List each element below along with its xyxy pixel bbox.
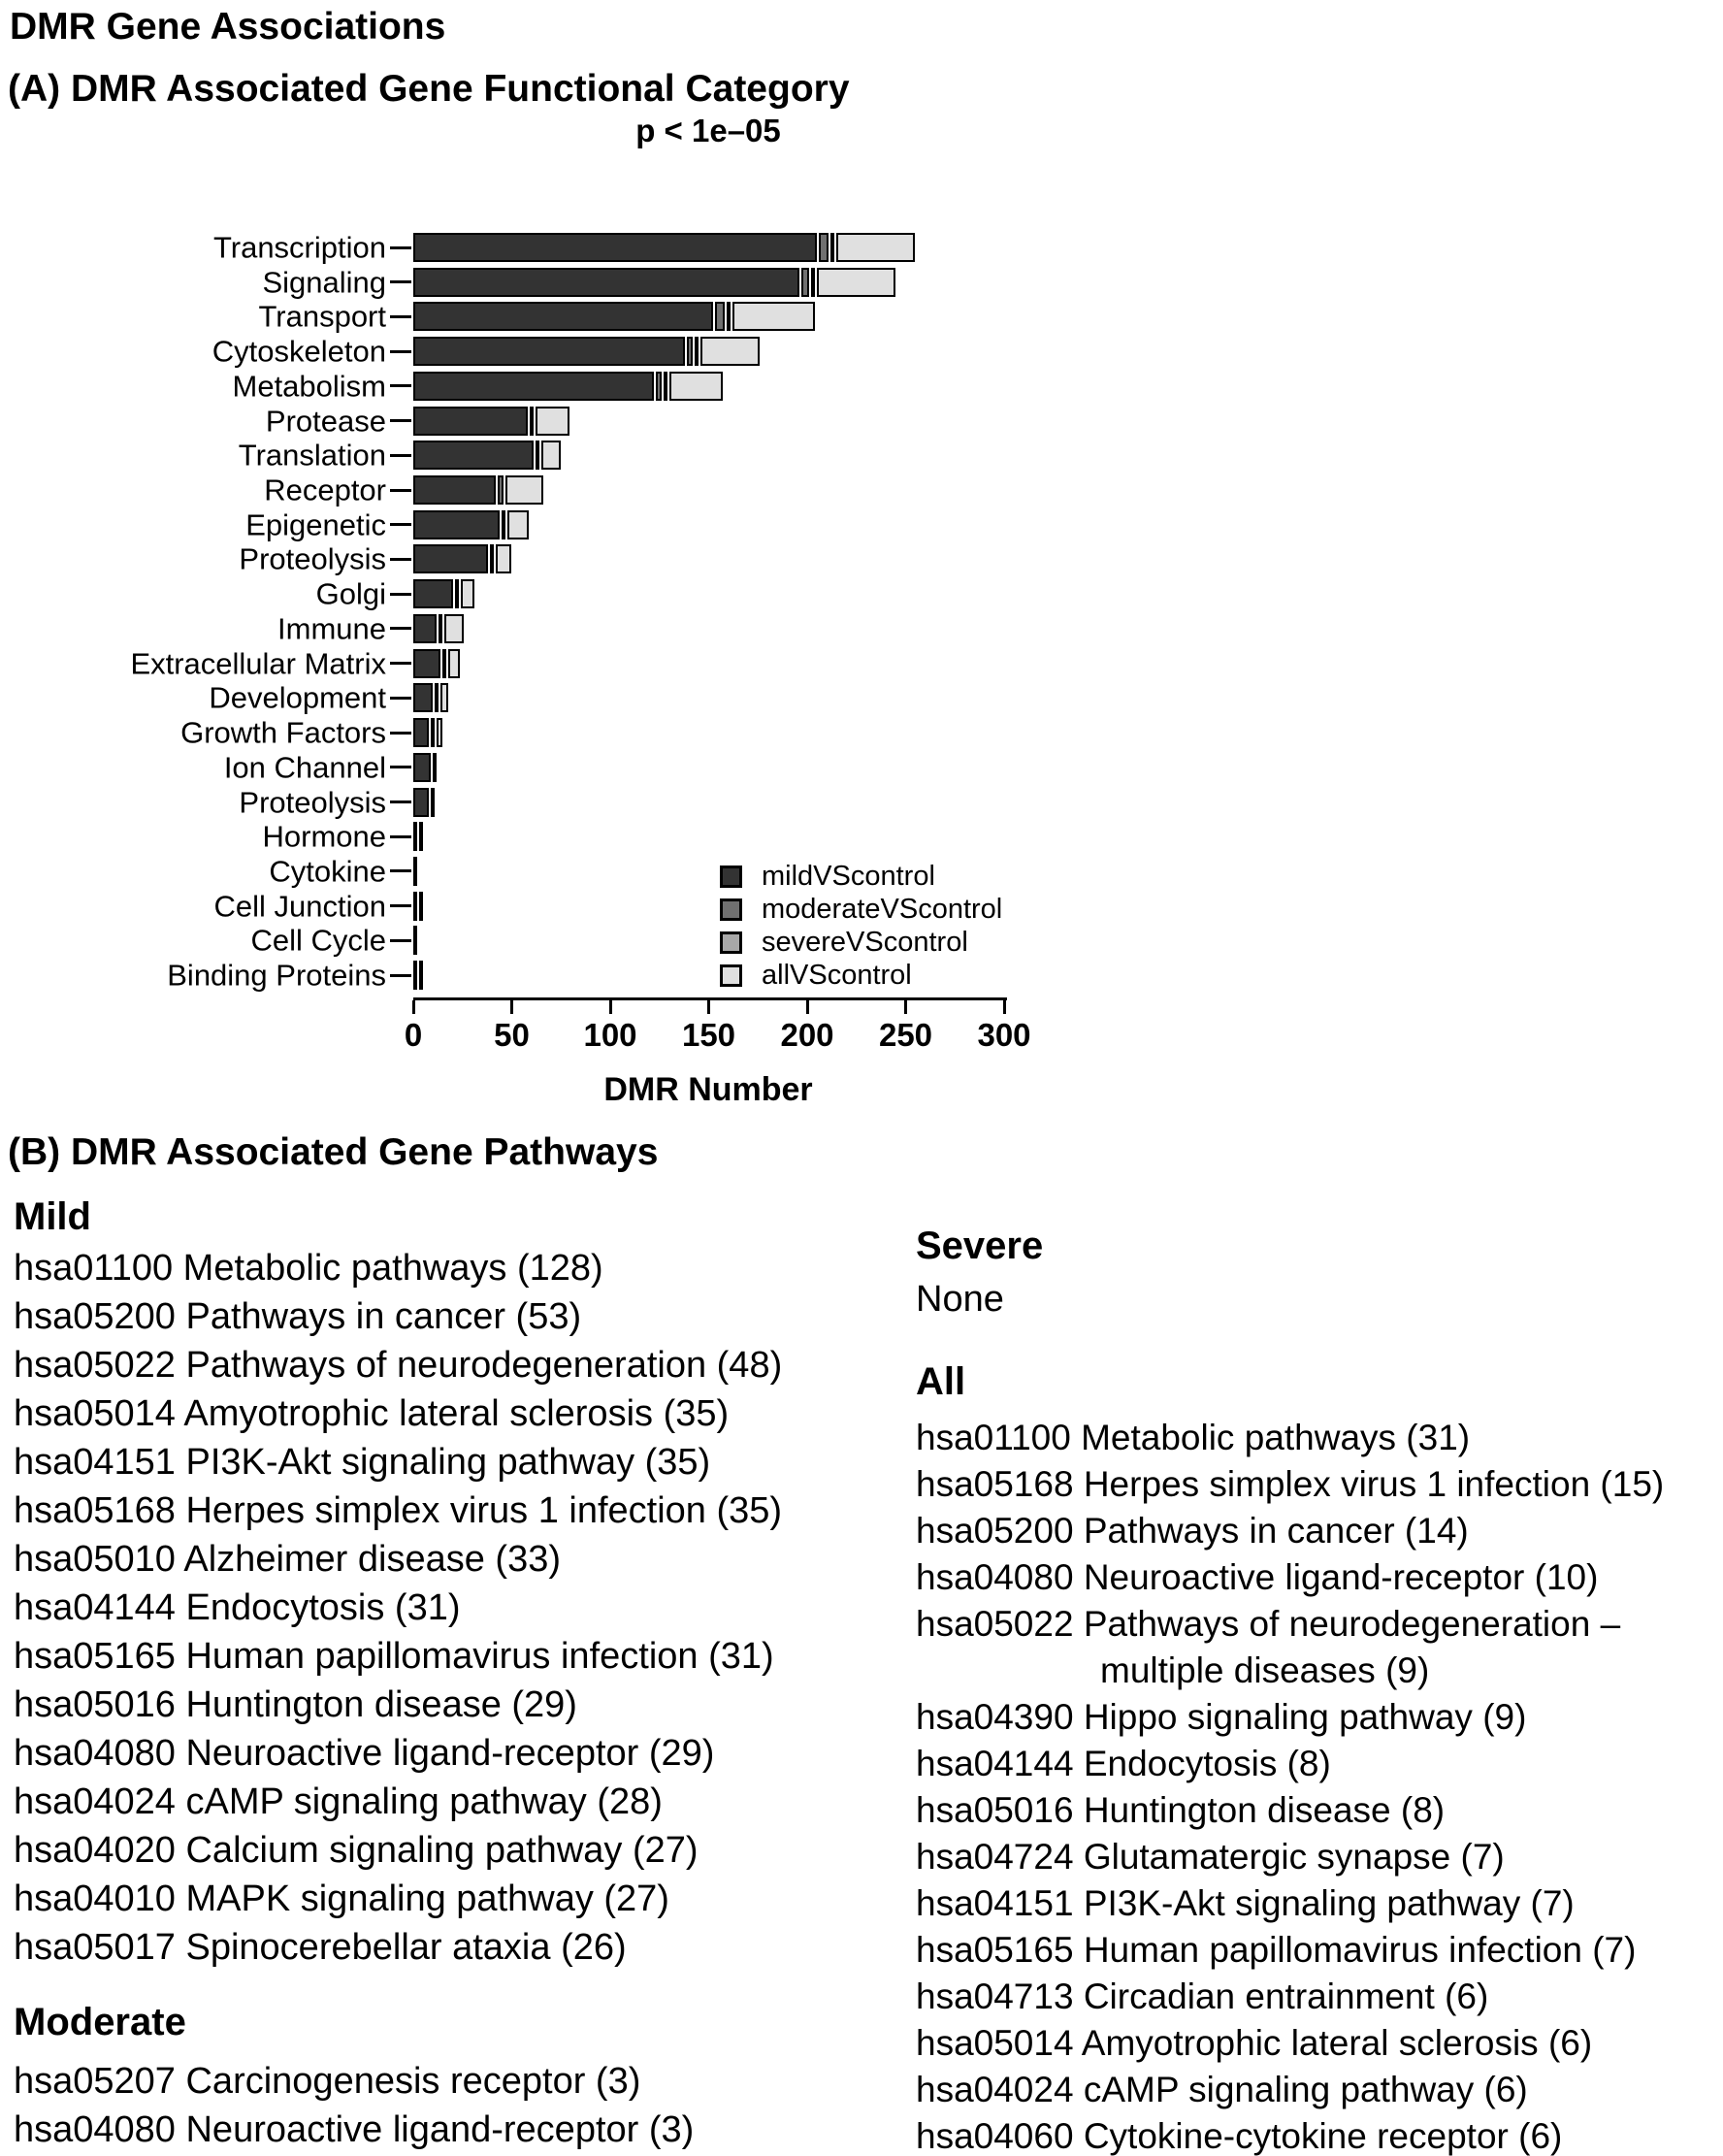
bar-segment-mildVScontrol: [413, 233, 817, 262]
y-axis-category-label: Cell Cycle: [250, 923, 386, 958]
bar-row: [413, 579, 474, 608]
bar-segment-mildVScontrol: [413, 407, 528, 436]
bar-segment-allVScontrol: [541, 441, 561, 470]
bar-segment-allVScontrol: [496, 544, 511, 573]
pathway-item: hsa04010 MAPK signaling pathway (27): [14, 1878, 669, 1919]
y-axis-tick: [390, 593, 411, 596]
bar-segment-moderateVScontrol: [442, 649, 446, 678]
pathway-item: hsa05165 Human papillomavirus infection (31): [14, 1636, 774, 1677]
y-axis-category-label: Binding Proteins: [167, 958, 386, 993]
y-axis-tick: [390, 627, 411, 630]
x-axis-tick-label: 100: [583, 1017, 637, 1053]
bar-row: [413, 822, 423, 851]
pathway-item: hsa04020 Calcium signaling pathway (27): [14, 1830, 699, 1871]
bar-row: [413, 544, 511, 573]
bar-segment-mildVScontrol: [413, 718, 429, 747]
y-axis-tick: [390, 350, 411, 353]
pathway-item: hsa04144 Endocytosis (8): [916, 1744, 1331, 1783]
legend-label: moderateVScontrol: [762, 893, 1003, 925]
y-axis-tick: [390, 800, 411, 803]
x-axis-tick-label: 0: [404, 1017, 423, 1053]
bar-segment-moderateVScontrol: [656, 372, 662, 401]
y-axis-tick: [390, 732, 411, 735]
bar-row: [413, 753, 437, 782]
bar-segment-mildVScontrol: [413, 753, 431, 782]
bar-segment-mildVScontrol: [413, 649, 440, 678]
pathway-item: hsa05014 Amyotrophic lateral sclerosis (35): [14, 1393, 730, 1434]
pathway-header-severe: Severe: [916, 1225, 1044, 1267]
pathway-item: hsa04151 PI3K-Akt signaling pathway (35): [14, 1442, 711, 1483]
bar-segment-severeVScontrol: [431, 718, 435, 747]
y-axis-category-label: Immune: [277, 611, 386, 646]
bar-row: [413, 407, 569, 436]
y-axis-tick: [390, 489, 411, 492]
x-axis-tick: [1003, 1000, 1006, 1014]
bar-segment-mildVScontrol: [413, 441, 534, 470]
x-axis-tick-label: 300: [977, 1017, 1031, 1053]
pathway-item: hsa05168 Herpes simplex virus 1 infection (35): [14, 1490, 783, 1531]
bar-segment-severeVScontrol: [664, 372, 667, 401]
pathway-item: hsa05022 Pathways of neurodegeneration –: [916, 1604, 1621, 1644]
y-axis-category-label: Signaling: [262, 265, 386, 300]
bar-segment-mildVScontrol: [413, 337, 685, 366]
chart-legend: [720, 860, 1002, 992]
bar-segment-severeVScontrol: [695, 337, 699, 366]
bar-segment-moderateVScontrol: [439, 614, 442, 643]
bar-segment-mildVScontrol: [413, 579, 453, 608]
y-axis-category-label: Growth Factors: [180, 715, 386, 750]
bar-segment-severeVScontrol: [830, 233, 834, 262]
bar-segment-allVScontrol: [448, 649, 460, 678]
bar-segment-mildVScontrol: [413, 544, 488, 573]
bar-segment-allVScontrol: [419, 822, 423, 851]
bar-row: [413, 441, 561, 470]
bar-row: [413, 233, 915, 262]
legend-entry: [720, 959, 1002, 992]
bar-segment-mildVScontrol: [413, 268, 799, 297]
pathway-item: hsa04080 Neuroactive ligand-receptor (29): [14, 1733, 715, 1774]
bar-segment-mildVScontrol: [413, 822, 417, 851]
bar-segment-mildVScontrol: [413, 683, 433, 712]
bar-row: [413, 718, 442, 747]
pathway-list-severe: [916, 1225, 1043, 1323]
bar-segment-severeVScontrol: [727, 302, 731, 331]
y-axis-category-label: Ion Channel: [223, 750, 386, 785]
pathway-item: hsa05200 Pathways in cancer (53): [14, 1296, 582, 1337]
y-axis-tick: [390, 454, 411, 457]
bar-row: [413, 649, 460, 678]
x-axis-tick-label: 250: [878, 1017, 933, 1053]
legend-entry: [720, 860, 1002, 893]
bar-segment-moderateVScontrol: [490, 544, 494, 573]
pathway-items-severe: [916, 1275, 1043, 1323]
bar-segment-allVScontrol: [461, 579, 474, 608]
pathway-item: None: [916, 1279, 1004, 1320]
x-axis-tick: [707, 1000, 710, 1014]
bar-row: [413, 788, 435, 817]
bar-segment-allVScontrol: [669, 372, 723, 401]
y-axis-tick: [390, 419, 411, 422]
bar-segment-allVScontrol: [433, 753, 437, 782]
legend-entry: [720, 893, 1002, 926]
figure-title: DMR Gene Associations: [10, 6, 446, 48]
pathway-item: hsa05010 Alzheimer disease (33): [14, 1539, 562, 1580]
bar-row: [413, 510, 529, 539]
bar-segment-allVScontrol: [419, 892, 423, 921]
bar-segment-allVScontrol: [440, 683, 448, 712]
bar-segment-mildVScontrol: [413, 961, 417, 990]
pathway-item: hsa05168 Herpes simplex virus 1 infection (15): [916, 1464, 1665, 1504]
chart-title: p < 1e–05: [635, 113, 781, 148]
y-axis-category-label: Translation: [238, 438, 386, 473]
x-axis-tick: [904, 1000, 907, 1014]
x-axis-tick-label: 200: [780, 1017, 834, 1053]
y-axis-category-label: Development: [209, 680, 386, 715]
y-axis-tick: [390, 869, 411, 872]
bar-segment-allVScontrol: [817, 268, 895, 297]
panel-b-title: (B) DMR Associated Gene Pathways: [8, 1131, 659, 1173]
pathway-items-mild: [14, 1244, 782, 1972]
x-axis-tick-label: 50: [494, 1017, 530, 1053]
bar-segment-moderateVScontrol: [687, 337, 693, 366]
y-axis-category-label: Protease: [265, 404, 386, 439]
y-axis-tick: [390, 939, 411, 942]
x-axis-tick: [609, 1000, 612, 1014]
bar-segment-allVScontrol: [732, 302, 815, 331]
y-axis-category-label: Cytokine: [269, 854, 386, 889]
bar-segment-moderateVScontrol: [498, 475, 504, 505]
pathway-item: hsa01100 Metabolic pathways (31): [916, 1418, 1471, 1457]
pathway-item: hsa05207 Carcinogenesis receptor (3): [14, 2061, 641, 2102]
x-axis-line: [413, 997, 1007, 1000]
y-axis-tick: [390, 697, 411, 700]
y-axis-category-label: Transcription: [212, 230, 386, 265]
x-axis-tick: [510, 1000, 513, 1014]
bar-segment-allVScontrol: [431, 788, 435, 817]
pathway-item: hsa05016 Huntington disease (8): [916, 1790, 1446, 1830]
legend-swatch-mildVScontrol: [720, 866, 742, 888]
bar-segment-mildVScontrol: [413, 302, 713, 331]
bar-row: [413, 372, 723, 401]
x-axis-tick: [412, 1000, 415, 1014]
bar-segment-moderateVScontrol: [455, 579, 459, 608]
bar-segment-mildVScontrol: [413, 788, 429, 817]
legend-swatch-severeVScontrol: [720, 931, 742, 954]
bar-row: [413, 683, 448, 712]
pathway-header-mild: Mild: [14, 1195, 91, 1238]
pathway-item: hsa04080 Neuroactive ligand-receptor (10): [916, 1557, 1599, 1597]
pathway-item: hsa04151 PI3K-Akt signaling pathway (7): [916, 1883, 1575, 1923]
y-axis-tick: [390, 904, 411, 907]
y-axis-tick: [390, 246, 411, 249]
pathway-item: hsa04024 cAMP signaling pathway (28): [14, 1781, 663, 1822]
x-axis-tick-label: 150: [681, 1017, 736, 1053]
pathway-item: hsa04024 cAMP signaling pathway (6): [916, 2070, 1528, 2109]
bar-segment-allVScontrol: [700, 337, 760, 366]
bar-segment-allVScontrol: [505, 475, 543, 505]
panel-a-title: (A) DMR Associated Gene Functional Category: [8, 68, 850, 110]
pathway-item: hsa05017 Spinocerebellar ataxia (26): [14, 1927, 627, 1968]
bar-segment-mildVScontrol: [413, 892, 417, 921]
y-axis-tick: [390, 315, 411, 318]
bar-segment-mildVScontrol: [413, 372, 654, 401]
y-axis-category-label: Hormone: [262, 819, 386, 854]
pathway-item: hsa05016 Huntington disease (29): [14, 1684, 577, 1725]
y-axis-tick: [390, 384, 411, 387]
pathway-item: hsa04080 Neuroactive ligand-receptor (3): [14, 2109, 695, 2150]
bar-segment-mildVScontrol: [413, 510, 500, 539]
bar-segment-moderateVScontrol: [536, 441, 539, 470]
y-axis-category-label: Cell Junction: [213, 889, 386, 924]
y-axis-category-label: Golgi: [315, 576, 386, 611]
pathway-item: multiple diseases (9): [1100, 1650, 1430, 1690]
bar-segment-allVScontrol: [444, 614, 464, 643]
y-axis-tick: [390, 280, 411, 283]
legend-label: severeVScontrol: [762, 926, 968, 958]
bar-segment-allVScontrol: [836, 233, 915, 262]
pathway-item: hsa04144 Endocytosis (31): [14, 1587, 461, 1628]
y-axis-category-label: Transport: [258, 299, 386, 334]
pathway-items-moderate: [14, 2057, 694, 2154]
pathway-item: hsa05165 Human papillomavirus infection (7): [916, 1930, 1637, 1970]
bar-segment-allVScontrol: [536, 407, 569, 436]
bar-segment-moderateVScontrol: [502, 510, 505, 539]
y-axis-category-label: Extracellular Matrix: [130, 646, 386, 681]
y-axis-tick: [390, 523, 411, 526]
pathway-item: hsa05014 Amyotrophic lateral sclerosis (6): [916, 2023, 1593, 2063]
y-axis-category-label: Receptor: [264, 473, 386, 507]
y-axis-category-label: Epigenetic: [245, 507, 386, 542]
bar-row: [413, 614, 464, 643]
bar-segment-mildVScontrol: [413, 857, 417, 886]
legend-entry: [720, 926, 1002, 959]
y-axis-tick: [390, 835, 411, 838]
bar-segment-moderateVScontrol: [819, 233, 829, 262]
bar-row: [413, 857, 417, 886]
pathway-items-all: [916, 1415, 1664, 2156]
pathway-list-all: [916, 1360, 1664, 2156]
bar-segment-mildVScontrol: [413, 475, 496, 505]
y-axis-category-label: Proteolysis: [239, 541, 386, 576]
bar-segment-mildVScontrol: [413, 926, 417, 955]
pathway-item: hsa05200 Pathways in cancer (14): [916, 1511, 1469, 1551]
bar-segment-moderateVScontrol: [435, 683, 439, 712]
bar-row: [413, 892, 423, 921]
pathway-list-moderate: [14, 2001, 694, 2154]
bar-segment-mildVScontrol: [413, 614, 437, 643]
pathway-item: hsa05022 Pathways of neurodegeneration (48): [14, 1345, 783, 1386]
pathway-item: hsa04390 Hippo signaling pathway (9): [916, 1697, 1527, 1737]
pathway-list-mild: [14, 1195, 782, 1972]
bar-segment-allVScontrol: [419, 961, 423, 990]
bar-segment-severeVScontrol: [811, 268, 815, 297]
bar-row: [413, 302, 815, 331]
bar-row: [413, 268, 895, 297]
bar-segment-moderateVScontrol: [801, 268, 809, 297]
pathway-item: hsa04713 Circadian entrainment (6): [916, 1976, 1489, 2016]
legend-label: mildVScontrol: [762, 860, 935, 892]
bar-segment-moderateVScontrol: [715, 302, 725, 331]
bar-row: [413, 475, 543, 505]
pathway-header-moderate: Moderate: [14, 2001, 186, 2043]
legend-swatch-moderateVScontrol: [720, 898, 742, 921]
pathway-item: hsa01100 Metabolic pathways (128): [14, 1248, 603, 1289]
legend-label: allVScontrol: [762, 959, 912, 991]
bar-row: [413, 337, 760, 366]
y-axis-tick: [390, 662, 411, 665]
y-axis-tick: [390, 558, 411, 561]
y-axis-tick: [390, 766, 411, 768]
bar-segment-moderateVScontrol: [530, 407, 534, 436]
y-axis-tick: [390, 974, 411, 977]
y-axis-category-label: Cytoskeleton: [211, 334, 386, 369]
x-axis-label: DMR Number: [603, 1071, 813, 1108]
bar-row: [413, 961, 423, 990]
y-axis-category-label: Metabolism: [232, 369, 386, 404]
legend-swatch-allVScontrol: [720, 964, 742, 987]
pathway-item: hsa04724 Glutamatergic synapse (7): [916, 1837, 1505, 1877]
x-axis-tick: [806, 1000, 809, 1014]
pathway-item: hsa04060 Cytokine-cytokine receptor (6): [916, 2116, 1563, 2156]
pathway-header-all: All: [916, 1360, 966, 1403]
bar-segment-allVScontrol: [507, 510, 529, 539]
y-axis-category-label: Proteolysis: [239, 785, 386, 820]
bar-row: [413, 926, 417, 955]
bar-segment-allVScontrol: [437, 718, 442, 747]
